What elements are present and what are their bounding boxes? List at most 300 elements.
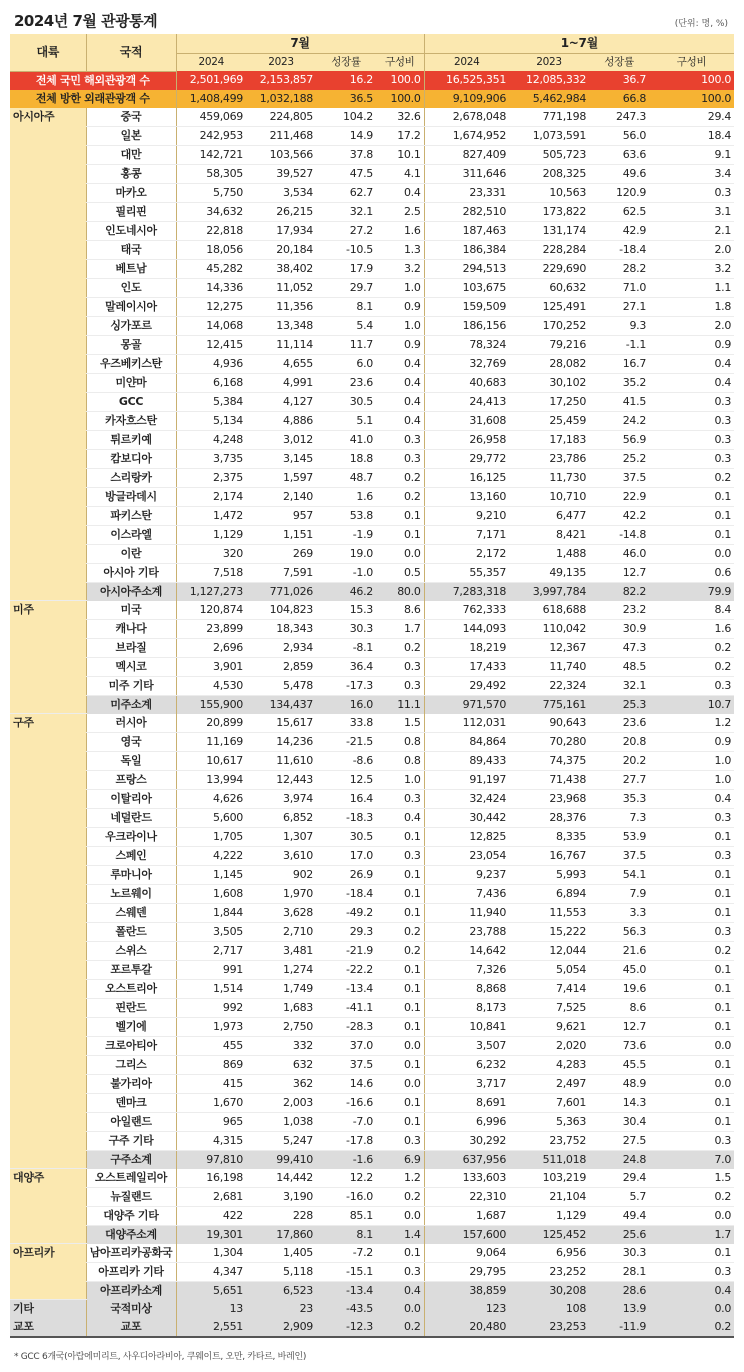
table-cell: 3,481 — [246, 941, 316, 960]
table-cell: -17.8 — [316, 1131, 376, 1150]
table-cell: 2,140 — [246, 487, 316, 506]
table-cell: 6,232 — [424, 1055, 509, 1074]
table-cell: 0.2 — [649, 657, 734, 676]
table-row — [10, 979, 734, 998]
header-ytd-2024: 2024 — [424, 54, 509, 72]
table-cell: 186,156 — [424, 316, 509, 335]
table-cell: -28.3 — [316, 1017, 376, 1036]
table-cell: 2.1 — [649, 221, 734, 240]
table-cell: 120.9 — [589, 183, 649, 202]
table-cell: 32,769 — [424, 354, 509, 373]
table-cell: 1.3 — [376, 240, 424, 259]
region-label: 대양주 — [10, 1169, 86, 1244]
table-cell: 30.3 — [316, 619, 376, 638]
table-row — [10, 657, 734, 676]
table-cell: 5,478 — [246, 676, 316, 695]
table-cell: 1.0 — [376, 316, 424, 335]
table-cell: 90,643 — [509, 714, 589, 733]
table-cell: 36.7 — [589, 71, 649, 90]
table-cell: 0.1 — [376, 506, 424, 525]
region-label: 교포 — [10, 1318, 86, 1337]
table-cell: 0.0 — [649, 1036, 734, 1055]
table-cell: 5,993 — [509, 865, 589, 884]
country-label: GCC — [86, 392, 176, 411]
table-cell: 455 — [176, 1036, 246, 1055]
table-cell: -15.1 — [316, 1262, 376, 1281]
header-region: 대륙 — [10, 34, 86, 71]
country-label: 브라질 — [86, 638, 176, 657]
table-cell: 0.3 — [649, 846, 734, 865]
table-cell: 511,018 — [509, 1150, 589, 1169]
country-label: 미국 — [86, 601, 176, 620]
table-cell: 5,651 — [176, 1281, 246, 1300]
header-month-2023: 2023 — [246, 54, 316, 72]
table-row — [10, 1093, 734, 1112]
table-cell: 0.1 — [649, 1112, 734, 1131]
unit-label: (단위: 명, %) — [674, 19, 728, 29]
table-cell: -11.9 — [589, 1318, 649, 1337]
table-cell: 0.4 — [376, 392, 424, 411]
table-cell: 37.5 — [316, 1055, 376, 1074]
table-cell: 1,472 — [176, 506, 246, 525]
table-cell: -13.4 — [316, 979, 376, 998]
table-cell: 1,304 — [176, 1244, 246, 1263]
total-inbound-row — [10, 90, 734, 108]
table-cell: 23,253 — [509, 1318, 589, 1337]
table-cell: 5,118 — [246, 1262, 316, 1281]
table-row — [10, 770, 734, 789]
table-cell: 3.2 — [649, 259, 734, 278]
table-cell: -1.9 — [316, 525, 376, 544]
table-cell: 7,601 — [509, 1093, 589, 1112]
table-cell: 17,433 — [424, 657, 509, 676]
country-label: 대양주 기타 — [86, 1206, 176, 1225]
table-cell: 0.1 — [649, 1017, 734, 1036]
table-cell: 1.2 — [649, 714, 734, 733]
table-cell: 1,844 — [176, 903, 246, 922]
country-label: 인도네시아 — [86, 221, 176, 240]
table-cell: 60,632 — [509, 278, 589, 297]
table-cell: 2,003 — [246, 1093, 316, 1112]
table-cell: -21.9 — [316, 941, 376, 960]
table-cell: 2,375 — [176, 468, 246, 487]
table-cell: 0.0 — [649, 1074, 734, 1093]
table-row — [10, 751, 734, 770]
table-cell: 9,237 — [424, 865, 509, 884]
table-row — [10, 487, 734, 506]
table-row — [10, 884, 734, 903]
table-row — [10, 1055, 734, 1074]
table-cell: 1,073,591 — [509, 126, 589, 145]
table-cell: -18.4 — [316, 884, 376, 903]
table-cell: 18.4 — [649, 126, 734, 145]
table-cell: 37.0 — [316, 1036, 376, 1055]
table-cell: 23,788 — [424, 922, 509, 941]
table-cell: 0.3 — [649, 183, 734, 202]
table-header — [10, 34, 734, 71]
table-cell: 13.9 — [589, 1300, 649, 1319]
country-label: 마카오 — [86, 183, 176, 202]
table-cell: 21,104 — [509, 1187, 589, 1206]
table-cell: -14.8 — [589, 525, 649, 544]
table-cell: 1,129 — [176, 525, 246, 544]
table-cell: 0.3 — [649, 411, 734, 430]
table-row — [10, 563, 734, 582]
table-row — [10, 1262, 734, 1281]
table-cell: 19.0 — [316, 544, 376, 563]
country-label: 미주 기타 — [86, 676, 176, 695]
table-cell: 7.9 — [589, 884, 649, 903]
table-cell: 282,510 — [424, 202, 509, 221]
table-cell: 1,674,952 — [424, 126, 509, 145]
table-cell: 0.3 — [649, 449, 734, 468]
table-cell: 771,026 — [246, 582, 316, 601]
table-cell: 505,723 — [509, 145, 589, 164]
table-cell: 56.0 — [589, 126, 649, 145]
table-cell: 30.3 — [589, 1244, 649, 1263]
table-cell: 41.5 — [589, 392, 649, 411]
table-cell: 0.9 — [376, 335, 424, 354]
table-cell: 0.1 — [376, 1017, 424, 1036]
table-cell: 0.0 — [376, 1036, 424, 1055]
table-cell: 23.2 — [589, 601, 649, 620]
table-cell: 16,525,351 — [424, 71, 509, 90]
table-cell: 82.2 — [589, 582, 649, 601]
table-cell: 12,415 — [176, 335, 246, 354]
table-cell: -17.3 — [316, 676, 376, 695]
table-cell: 5,134 — [176, 411, 246, 430]
table-cell: 1,749 — [246, 979, 316, 998]
table-cell: 9,064 — [424, 1244, 509, 1263]
table-cell: 25.6 — [589, 1225, 649, 1244]
table-cell: 36.5 — [316, 90, 376, 108]
table-cell: 3,145 — [246, 449, 316, 468]
table-cell: 23 — [246, 1300, 316, 1319]
table-cell: 0.0 — [649, 544, 734, 563]
table-cell: 9,621 — [509, 1017, 589, 1036]
table-cell: 103,219 — [509, 1169, 589, 1188]
table-cell: 0.2 — [376, 941, 424, 960]
table-cell: 7,591 — [246, 563, 316, 582]
country-label: 홍콩 — [86, 164, 176, 183]
table-cell: 23.6 — [316, 373, 376, 392]
table-cell: 3,534 — [246, 183, 316, 202]
table-cell: 4,886 — [246, 411, 316, 430]
table-cell: 29.4 — [649, 108, 734, 127]
country-label: 아프리카소계 — [86, 1281, 176, 1300]
table-cell: 17.0 — [316, 846, 376, 865]
country-label: 아시아 기타 — [86, 563, 176, 582]
table-cell: 30,292 — [424, 1131, 509, 1150]
table-cell: 0.3 — [376, 1131, 424, 1150]
table-cell: 320 — [176, 544, 246, 563]
table-cell: 637,956 — [424, 1150, 509, 1169]
table-cell: 48.9 — [589, 1074, 649, 1093]
table-row — [10, 202, 734, 221]
table-cell: -18.3 — [316, 808, 376, 827]
table-cell: 25.2 — [589, 449, 649, 468]
table-cell: 37.8 — [316, 145, 376, 164]
country-label: 튀르키예 — [86, 430, 176, 449]
table-cell: 0.4 — [649, 373, 734, 392]
table-cell: 8.1 — [316, 1225, 376, 1244]
country-label: 오스트리아 — [86, 979, 176, 998]
table-cell: 17.2 — [376, 126, 424, 145]
table-cell: 1,127,273 — [176, 582, 246, 601]
table-cell: 8.6 — [589, 998, 649, 1017]
table-cell: 11.7 — [316, 335, 376, 354]
table-cell: 29.3 — [316, 922, 376, 941]
table-cell: 5,384 — [176, 392, 246, 411]
table-cell: 3.3 — [589, 903, 649, 922]
header-month-group: 7월 — [176, 34, 424, 54]
table-cell: 4.1 — [376, 164, 424, 183]
table-cell: 0.2 — [376, 468, 424, 487]
table-cell: 32.6 — [376, 108, 424, 127]
table-cell: 0.0 — [649, 1300, 734, 1319]
table-cell: 8.1 — [316, 297, 376, 316]
table-cell: 7.3 — [589, 808, 649, 827]
table-cell: 6.0 — [316, 354, 376, 373]
table-cell: 12,044 — [509, 941, 589, 960]
table-cell: 0.3 — [649, 430, 734, 449]
table-cell: 23,786 — [509, 449, 589, 468]
table-row — [10, 846, 734, 865]
table-cell: 6,996 — [424, 1112, 509, 1131]
table-cell: 211,468 — [246, 126, 316, 145]
table-row — [10, 544, 734, 563]
table-cell: 157,600 — [424, 1225, 509, 1244]
table-cell: 42.2 — [589, 506, 649, 525]
table-cell: 3,190 — [246, 1187, 316, 1206]
table-cell: 1,408,499 — [176, 90, 246, 108]
country-label: 대만 — [86, 145, 176, 164]
table-cell: 1,683 — [246, 998, 316, 1017]
table-cell: 992 — [176, 998, 246, 1017]
table-cell: 48.5 — [589, 657, 649, 676]
table-cell: 2,174 — [176, 487, 246, 506]
table-cell: 32.1 — [316, 202, 376, 221]
country-label: 노르웨이 — [86, 884, 176, 903]
table-cell: 2,717 — [176, 941, 246, 960]
table-cell: 0.1 — [376, 979, 424, 998]
table-cell: 2,681 — [176, 1187, 246, 1206]
table-cell: 79.9 — [649, 582, 734, 601]
table-cell: 16,198 — [176, 1169, 246, 1188]
table-cell: 1,687 — [424, 1206, 509, 1225]
table-cell: 16.7 — [589, 354, 649, 373]
table-cell: 16,767 — [509, 846, 589, 865]
table-cell: 1.2 — [376, 1169, 424, 1188]
table-cell: 362 — [246, 1074, 316, 1093]
table-cell: 54.1 — [589, 865, 649, 884]
table-cell: 28,376 — [509, 808, 589, 827]
table-cell: 20,480 — [424, 1318, 509, 1337]
table-cell: 0.1 — [376, 1093, 424, 1112]
table-cell: 70,280 — [509, 732, 589, 751]
table-cell: 0.4 — [376, 411, 424, 430]
table-cell: 0.4 — [376, 808, 424, 827]
table-cell: 7,283,318 — [424, 582, 509, 601]
table-cell: 771,198 — [509, 108, 589, 127]
table-cell: 0.3 — [376, 1262, 424, 1281]
table-cell: 8,691 — [424, 1093, 509, 1112]
table-cell: 5,054 — [509, 960, 589, 979]
table-cell: -22.2 — [316, 960, 376, 979]
table-cell: 5.1 — [316, 411, 376, 430]
table-cell: 14,236 — [246, 732, 316, 751]
table-cell: 0.2 — [376, 1318, 424, 1337]
table-cell: 1,274 — [246, 960, 316, 979]
table-cell: 23,968 — [509, 789, 589, 808]
subtotal-row — [10, 582, 734, 601]
table-row — [10, 449, 734, 468]
table-cell: 30.9 — [589, 619, 649, 638]
table-cell: 17,934 — [246, 221, 316, 240]
page-title: 2024년 7월 관광통계 — [14, 12, 158, 30]
table-cell: 16,125 — [424, 468, 509, 487]
table-cell: 26.9 — [316, 865, 376, 884]
table-cell: 27.5 — [589, 1131, 649, 1150]
table-row — [10, 732, 734, 751]
table-cell: 0.3 — [376, 789, 424, 808]
country-label: 이탈리아 — [86, 789, 176, 808]
table-cell: 6,956 — [509, 1244, 589, 1263]
table-cell: 0.1 — [376, 903, 424, 922]
table-cell: 20,184 — [246, 240, 316, 259]
header-month-share: 구성비 — [376, 54, 424, 72]
table-cell: 38,402 — [246, 259, 316, 278]
subtotal-row — [10, 1225, 734, 1244]
table-cell: 0.1 — [649, 865, 734, 884]
table-cell: 6,477 — [509, 506, 589, 525]
table-cell: 247.3 — [589, 108, 649, 127]
table-cell: 311,646 — [424, 164, 509, 183]
table-cell: 0.3 — [376, 676, 424, 695]
table-cell: 0.2 — [376, 922, 424, 941]
header-country: 국적 — [86, 34, 176, 71]
region-label: 구주 — [10, 714, 86, 1169]
country-label: 이란 — [86, 544, 176, 563]
table-cell: 0.3 — [376, 846, 424, 865]
table-cell: 971,570 — [424, 695, 509, 714]
table-cell: 827,409 — [424, 145, 509, 164]
table-cell: 0.3 — [376, 449, 424, 468]
table-cell: 0.3 — [376, 430, 424, 449]
table-cell: 10,617 — [176, 751, 246, 770]
table-cell: 11,610 — [246, 751, 316, 770]
country-label: 구주 기타 — [86, 1131, 176, 1150]
table-cell: 47.3 — [589, 638, 649, 657]
table-cell: 11.1 — [376, 695, 424, 714]
country-label: 러시아 — [86, 714, 176, 733]
table-cell: 48.7 — [316, 468, 376, 487]
table-row — [10, 903, 734, 922]
table-cell: 31,608 — [424, 411, 509, 430]
table-cell: 12,367 — [509, 638, 589, 657]
table-cell: -7.0 — [316, 1112, 376, 1131]
table-cell: 9,109,906 — [424, 90, 509, 108]
table-row — [10, 789, 734, 808]
country-label: 태국 — [86, 240, 176, 259]
country-label: 우크라이나 — [86, 827, 176, 846]
table-cell: 0.0 — [376, 1206, 424, 1225]
table-cell: 21.6 — [589, 941, 649, 960]
table-cell: 294,513 — [424, 259, 509, 278]
table-cell: 15.3 — [316, 601, 376, 620]
table-cell: 3.2 — [376, 259, 424, 278]
table-cell: 30.4 — [589, 1112, 649, 1131]
table-cell: 19.6 — [589, 979, 649, 998]
table-cell: 24.8 — [589, 1150, 649, 1169]
table-cell: 12.5 — [316, 770, 376, 789]
table-cell: 1,705 — [176, 827, 246, 846]
country-label: 프랑스 — [86, 770, 176, 789]
table-cell: 78,324 — [424, 335, 509, 354]
table-cell: 1,970 — [246, 884, 316, 903]
table-row — [10, 808, 734, 827]
table-cell: 6,168 — [176, 373, 246, 392]
table-cell: -13.4 — [316, 1281, 376, 1300]
table-row — [10, 297, 734, 316]
table-cell: 6,523 — [246, 1281, 316, 1300]
table-cell: 170,252 — [509, 316, 589, 335]
country-label: 영국 — [86, 732, 176, 751]
country-label: 방글라데시 — [86, 487, 176, 506]
table-cell: 3,012 — [246, 430, 316, 449]
table-cell: 1,145 — [176, 865, 246, 884]
table-cell: -1.6 — [316, 1150, 376, 1169]
table-cell: 0.4 — [649, 1281, 734, 1300]
table-row — [10, 676, 734, 695]
table-cell: 29,772 — [424, 449, 509, 468]
table-cell: 2,501,969 — [176, 71, 246, 90]
table-cell: 39,527 — [246, 164, 316, 183]
table-cell: 25,459 — [509, 411, 589, 430]
table-cell: 28.1 — [589, 1262, 649, 1281]
table-cell: 3,628 — [246, 903, 316, 922]
table-cell: 2,859 — [246, 657, 316, 676]
table-cell: 89,433 — [424, 751, 509, 770]
table-cell: 85.1 — [316, 1206, 376, 1225]
table-cell: 0.2 — [649, 468, 734, 487]
table-cell: 22,324 — [509, 676, 589, 695]
table-cell: 120,874 — [176, 601, 246, 620]
subtotal-row — [10, 695, 734, 714]
country-label: 덴마크 — [86, 1093, 176, 1112]
table-cell: 12.2 — [316, 1169, 376, 1188]
table-cell: 66.8 — [589, 90, 649, 108]
table-cell: 11,052 — [246, 278, 316, 297]
table-cell: 902 — [246, 865, 316, 884]
table-row — [10, 335, 734, 354]
table-cell: 24,413 — [424, 392, 509, 411]
table-cell: 0.2 — [649, 638, 734, 657]
table-cell: 2,678,048 — [424, 108, 509, 127]
table-cell: 159,509 — [424, 297, 509, 316]
table-cell: 12.7 — [589, 1017, 649, 1036]
table-cell: 9.1 — [649, 145, 734, 164]
country-label: 국적미상 — [86, 1300, 176, 1319]
table-cell: 0.1 — [649, 487, 734, 506]
table-cell: 3.1 — [649, 202, 734, 221]
table-cell: 100.0 — [649, 90, 734, 108]
country-label: 필리핀 — [86, 202, 176, 221]
country-label: 싱가포르 — [86, 316, 176, 335]
table-cell: 18,056 — [176, 240, 246, 259]
table-cell: 7,525 — [509, 998, 589, 1017]
table-cell: 14.6 — [316, 1074, 376, 1093]
